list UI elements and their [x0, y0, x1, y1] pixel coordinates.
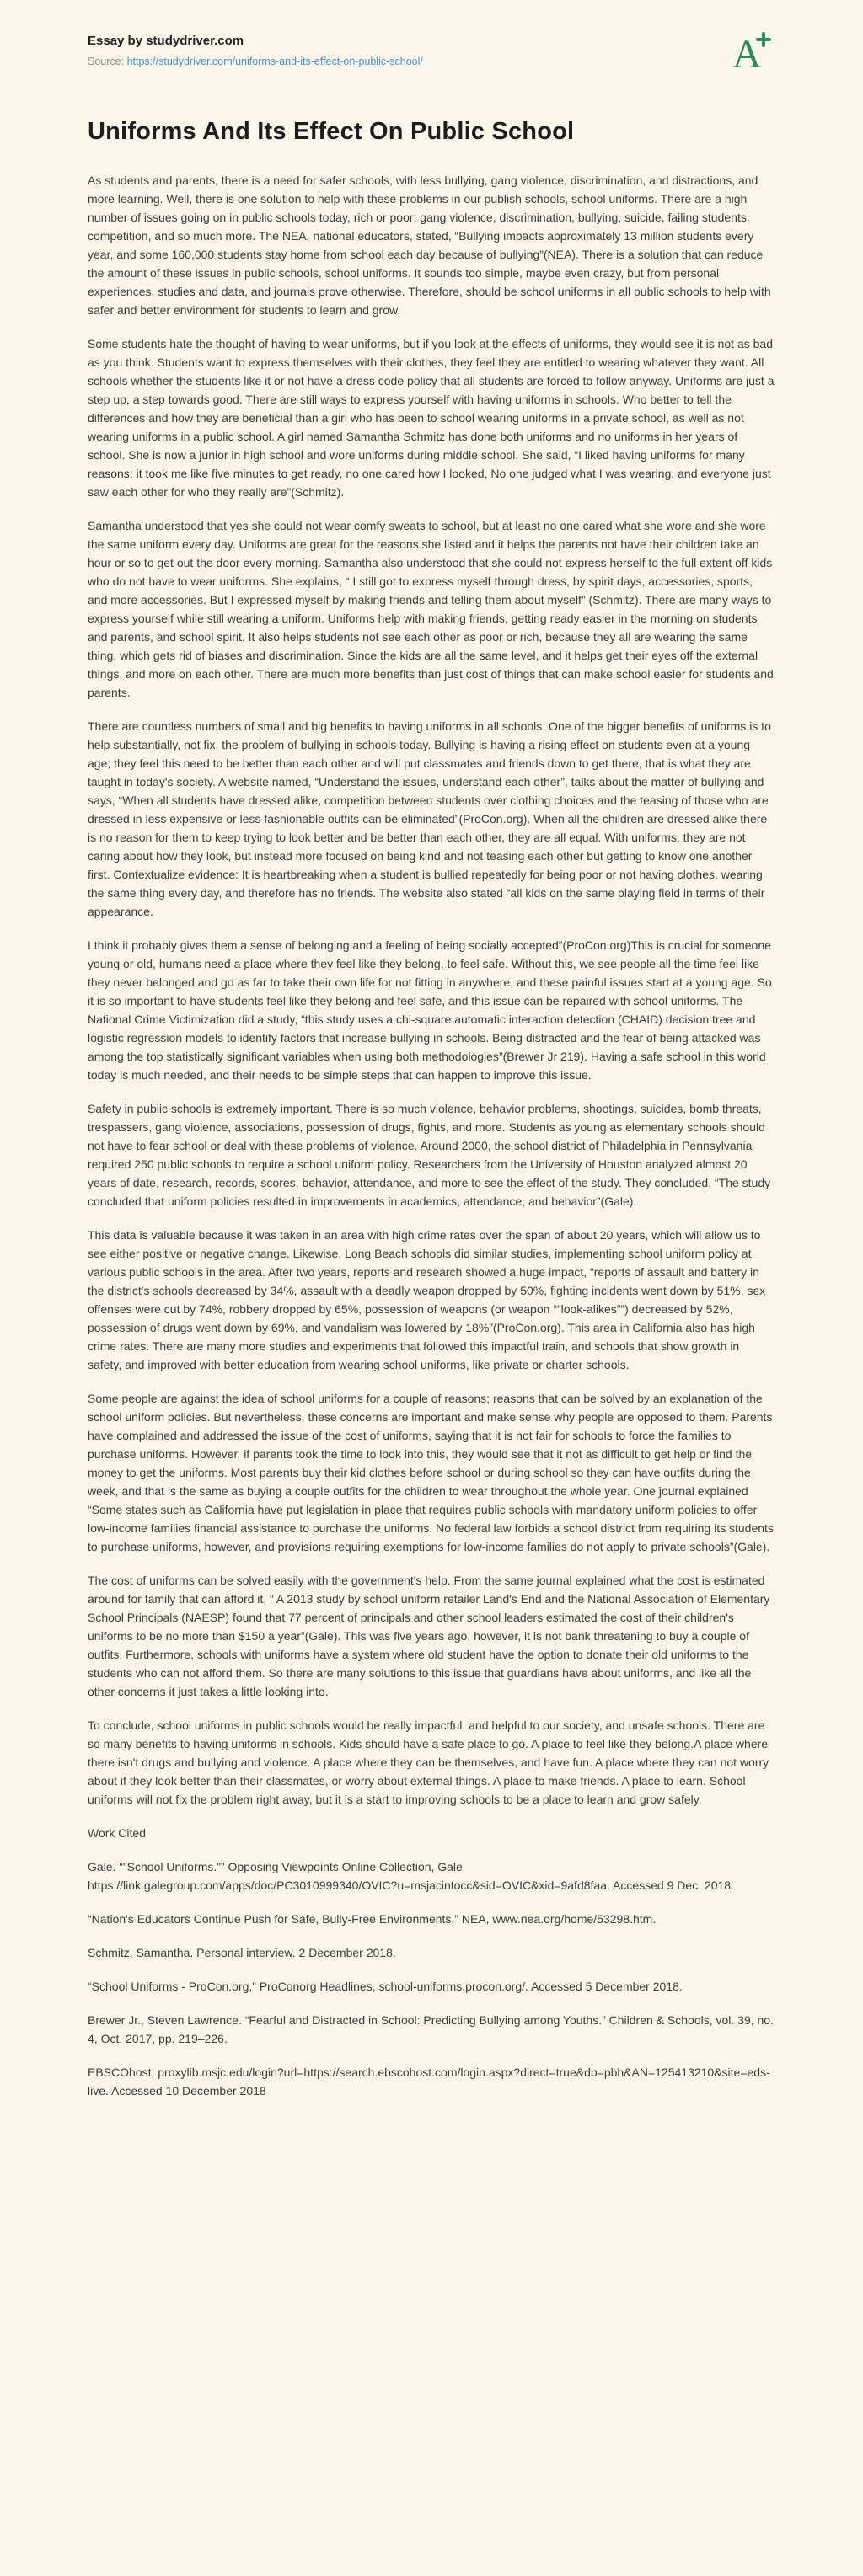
- svg-text:A: A: [732, 32, 762, 74]
- essay-by-label: Essay by studydriver.com: [88, 34, 244, 48]
- essay-paragraph-8: Some people are against the idea of school uniforms for a couple of reasons; reasons that can be solved by an explanation of the school uniform policies. But nevertheless, these concerns are important and make sense why people are opposed to them. Parents have complained and addressed the issue of the cost of uniforms, saying that it is not fair for schools to force the families to purchase uniforms. However, if parents took the time to look into this, they would see that it not as difficult to get help or find the money to get the uniforms. Most parents buy their kid clothes before school or during school so they can have outfits during the week, and that is the same as buying a couple outfits for the children to wear throughout the whole year. One journal explained “Some states such as California have put legislation in place that requires public schools with mandatory uniform policies to offer low-income families financial assistance to purchase the uniforms. No federal law forbids a school district from requiring its students to purchase uniforms, however, and provisions requiring exemptions for low-income families do not apply to private schools”(Gale).: [88, 1392, 774, 1553]
- essay-paragraph-1: As students and parents, there is a need for safer schools, with less bullying, gang violence, discrimination, and distractions, and more learning. Well, there is one solution to help with these problems in our publish schools, school uniforms. There are a high number of issues going on in public schools today, rich or poor: gang violence, discrimination, bullying, suicide, failing students, competition, and so much more. The NEA, national educators, stated, “Bullying impacts approximately 13 million students every year, and some 160,000 students stay home from school each day because of bullying”(NEA). There is a solution that can reduce the amount of these issues in public schools, school uniforms. It sounds too simple, maybe even crazy, but from personal experiences, studies and data, and journals prove otherwise. Therefore, should be school uniforms in all public schools to help with safer and better environment for students to learn and grow.: [88, 174, 771, 317]
- essay-paragraph-6: Safety in public schools is extremely important. There is so much violence, behavior problems, shootings, suicides, bomb threats, trespassers, gang violence, associations, possession of drugs, fights, and more. Students as young as elementary schools should not have to fear school or deal with these problems of violence. Around 2000, the school district of Philadelphia in Pennsylvania required 250 public schools to require a school uniform policy. Researchers from the University of Houston analyzed almost 20 years of date, research, records, scores, behavior, attendance, and more to see the effect of the study. They concluded, “The study concluded that uniform policies resulted in improvements in academics, attendance, and behavior”(Gale).: [88, 1102, 771, 1208]
- essay-title: Uniforms And Its Effect On Public School: [88, 118, 575, 145]
- header-meta: [88, 34, 423, 67]
- citation-ebscohost: EBSCOhost, proxylib.msjc.edu/login?url=https://search.ebscohost.com/login.aspx?direct=true&db=pbh&AN=125413210&site=eds-live. Accessed 10 December 2018: [88, 2066, 770, 2098]
- a-plus-logo-icon: [732, 30, 775, 74]
- essay-paragraph-4: There are countless numbers of small and big benefits to having uniforms in all schools. One of the bigger benefits of uniforms is to help substantially, not fix, the problem of bullying in schools today. Bullying is having a rising effect on students even at a young age; they feel this need to be better than each other and will put classmates and friends down to get there, that is what they are taught in today's society. A website named, “Understand the issues, understand each other”, talks about the matter of bullying and says, “When all students have dressed alike, competition between students over clothing choices and the teasing of those who are dressed in less expensive or less fashionable outfits can be eliminated”(ProCon.org). When all the children are dressed alike there is no reason for them to keep trying to look better and be better than each other, they are all equal. With uniforms, they are not caring about how they look, but instead more focused on being kind and not teasing each other but getting to know one another first. Contextualize evidence: It is heartbreaking when a student is bullied repeatedly for being poor or not having clothes, wearing the same thing every day, and therefore has no friends. The website also stated “all kids on the same playing field in terms of their appearance.: [88, 719, 771, 918]
- citation-schmitz: Schmitz, Samantha. Personal interview. 2 December 2018.: [88, 1946, 396, 1959]
- citation-brewer: Brewer Jr., Steven Lawrence. “Fearful and Distracted in School: Predicting Bullying among Youths.” Children & Schools, vol. 39, no. 4, Oct. 2017, pp. 219–226.: [88, 2013, 774, 2045]
- essay-paragraph-3: Samantha understood that yes she could not wear comfy sweats to school, but at least no one cared what she wore and she wore the same uniform every day. Uniforms are great for the reasons she listed and it helps the parents not have their children take an hour or so to get out the door every morning. Samantha also understood that she could not express herself to the full extent off kids who do not have to wear uniforms. She explains, “ I still got to express myself through dress, by spirit days, accessories, sports, and more accessories. But I expressed myself by making friends and telling them about myself” (Schmitz). There are many ways to express yourself while still wearing a uniform. Uniforms help with making friends, getting ready easier in the morning on students and parents, and school spirit. It also helps students not see each other as poor or rich, because they all are wearing the same thing, which gets rid of biases and discrimination. Since the kids are all the same level, and it helps get their eyes off the external things, and more on each other. There are much more benefits than just cost of things that can make school easier for students and parents.: [88, 519, 774, 699]
- essay-paragraph-5: I think it probably gives them a sense of belonging and a feeling of being socially accepted”(ProCon.org)This is crucial for someone young or old, humans need a place where they feel like they belong, to feel safe. Without this, we see people all the time feel like they never belonged and go as far to take their own life for not fitting in anywhere, and these painful issues start at a young age. So it is so important to have students feel like they belong and feel safe, and this issue can be repaired with school uniforms. The National Crime Victimization did a study, “this study uses a chi-square automatic interaction detection (CHAID) decision tree and logistic regression models to identify factors that increase bullying in schools. Being distracted and the fear of being attacked was among the top statistically significant variables when using both methodologies”(Brewer Jr 219). Having a safe school in this world today is much needed, and their needs to be simple steps that can happen to improve this issue.: [88, 938, 772, 1082]
- essay-paragraph-10: To conclude, school uniforms in public schools would be really impactful, and helpful to our society, and unsafe schools. There are so many benefits to having uniforms in schools. Kids should have a safe place to go. A place to feel like they belong.A place where there isn't drugs and bullying and violence. A place where they can be themselves, and have fun. A place where they can not worry about if they look better than their classmates, or worry about external things. A place to make friends. A place to learn. School uniforms will not fix the problem right away, but it is a start to improving schools to be a place to learn and grow safely.: [88, 1718, 769, 1806]
- work-cited-heading: Work Cited: [88, 1826, 146, 1840]
- source-link[interactable]: https://studydriver.com/uniforms-and-its-effect-on-public-school/: [126, 56, 423, 67]
- source-label: Source:: [88, 56, 125, 67]
- essay-paragraph-2: Some students hate the thought of having to wear uniforms, but if you look at the effects of uniforms, they would see it is not as bad as you think. Students want to express themselves with their clothes, they feel they are entitled to wearing whatever they want. All schools whether the students like it or not have a dress code policy that all students are forced to follow anyway. Uniforms are just a step up, a step towards good. There are still ways to express yourself with having uniforms in schools. Who better to tell the differences and how they are beneficial than a girl who has been to school wearing uniforms in a private school, as well as not wearing uniforms in a public school. A girl named Samantha Schmitz has done both uniforms and no uniforms in her years of school. She is now a junior in high school and wore uniforms during middle school. She said, “I liked having uniforms for many reasons: it took me like five minutes to get ready, no one cared how I looked, No one judged what I was wearing, and everyone just saw each other for who they really are”(Schmitz).: [88, 337, 775, 499]
- page-header: [88, 34, 775, 74]
- source-line: [88, 56, 423, 67]
- essay-paragraph-9: The cost of uniforms can be solved easily with the government's help. From the same journal explained what the cost is estimated around for family that can afford it, “ A 2013 study by school uniform retailer Land's End and the National Association of Elementary School Principals (NAESP) found that 77 percent of principals and other school leaders estimated the cost of their children's uniforms to be no more than $150 a year”(Gale). This was five years ago, however, it is not bank threatening to buy a couple of outfits. Furthermore, schools with uniforms have a system where old student have the option to donate their old uniforms to the students who can not afford them. So there are many solutions to this issue that guardians have about uniforms, and like all the other concerns it just takes a little looking into.: [88, 1574, 770, 1698]
- work-cited-section: [88, 1824, 775, 2100]
- citation-procon: “School Uniforms - ProCon.org,” ProConorg Headlines, school-uniforms.procon.org/. Accessed 5 December 2018.: [88, 1980, 683, 1993]
- essay-paragraph-7: This data is valuable because it was taken in an area with high crime rates over the span of about 20 years, which will allow us to see either positive or negative change. Likewise, Long Beach schools did similar studies, implementing school uniform policy at various public schools in the area. After two years, reports and research showed a huge impact, “reports of assault and battery in the district's schools decreased by 34%, assault with a deadly weapon dropped by 50%, fighting incidents went down by 51%, sex offenses were cut by 74%, robbery dropped by 65%, possession of weapons (or weapon “”look-alikes””) decreased by 52%, possession of drugs went down by 69%, and vandalism was lowered by 18%”(ProCon.org). This area in California also has high crime rates. There are many more studies and experiments that followed this impactful train, and schools that show growth in safety, and improved with better education from wearing school uniforms, like private or charter schools.: [88, 1228, 766, 1371]
- studydriver-logo: [732, 30, 775, 74]
- citation-nea: “Nation's Educators Continue Push for Safe, Bully-Free Environments.” NEA, www.nea.org/home/53298.htm.: [88, 1912, 657, 1926]
- essay-body: [88, 171, 775, 1809]
- citation-gale: Gale. “”School Uniforms.”” Opposing Viewpoints Online Collection, Gale https://link.galegroup.com/apps/doc/PC3010999340/OVIC?u=msjacintocc&sid=OVIC&xid=9afd8faa. Accessed 9 Dec. 2018.: [88, 1860, 734, 1892]
